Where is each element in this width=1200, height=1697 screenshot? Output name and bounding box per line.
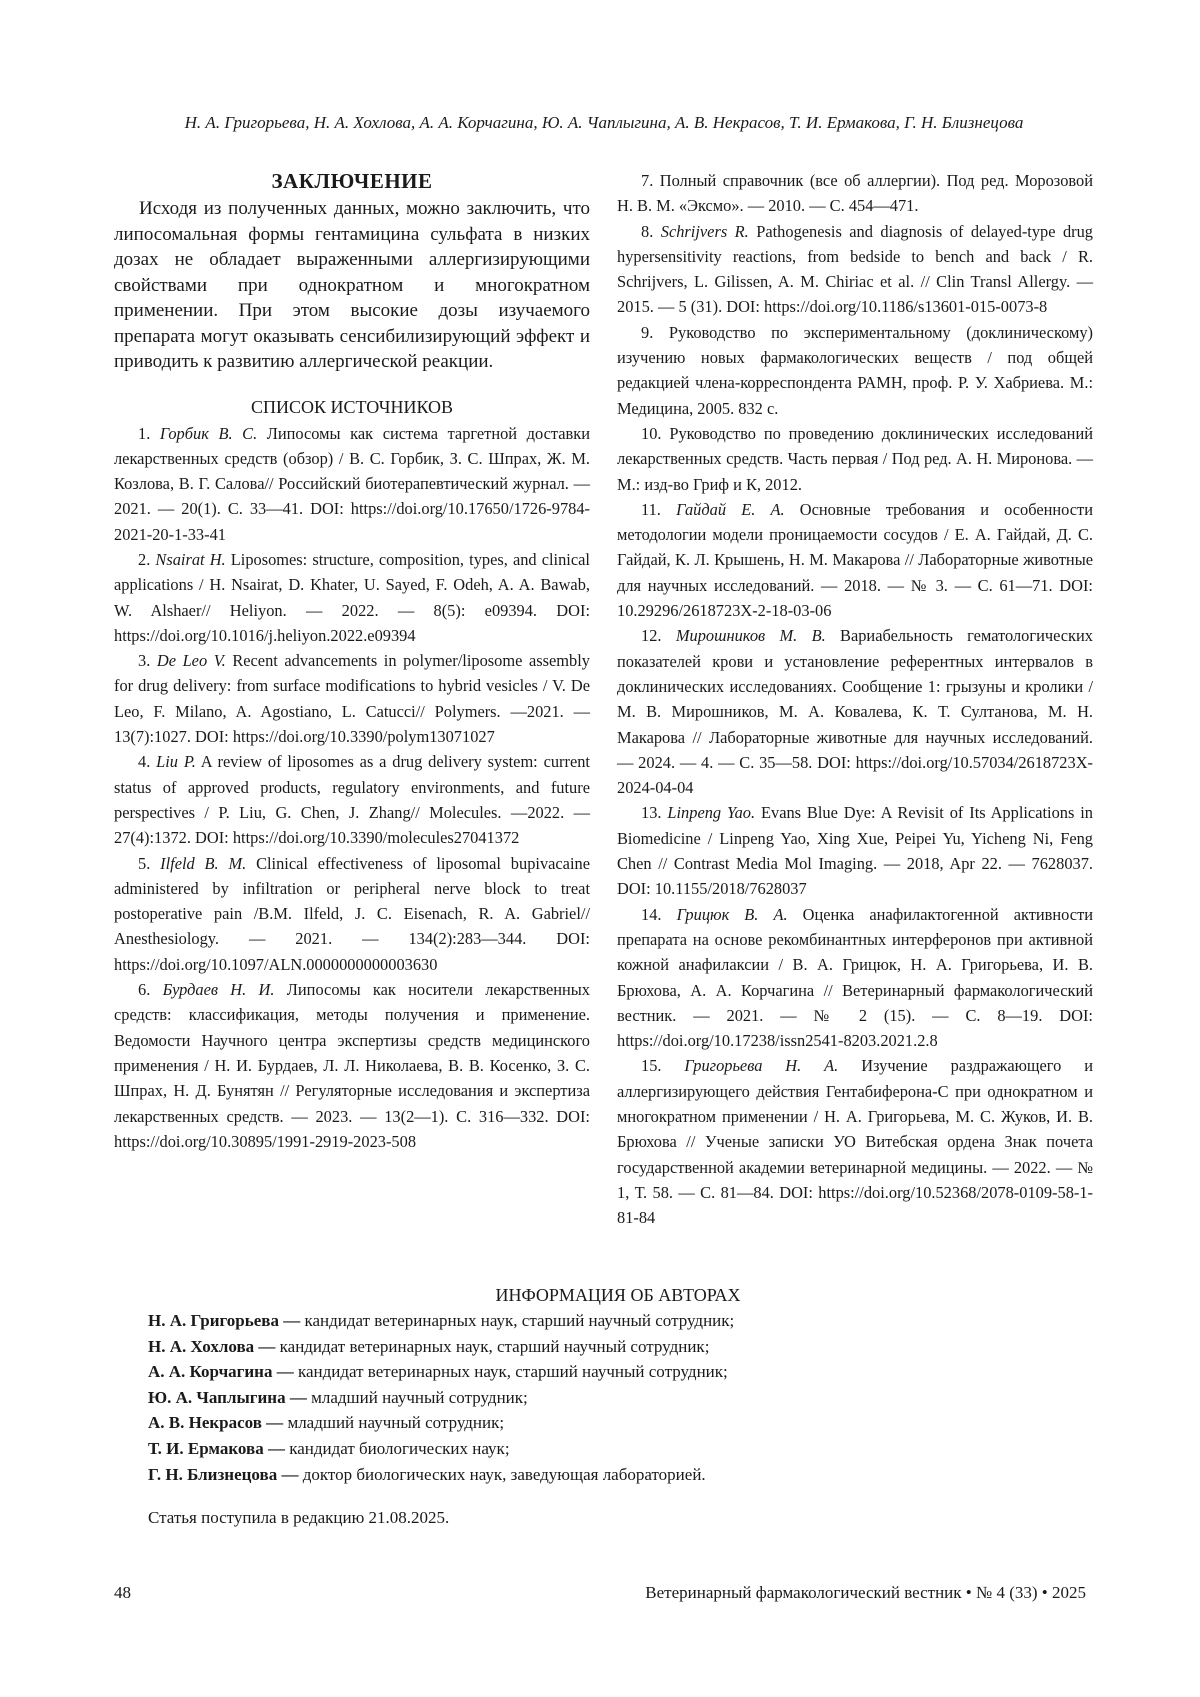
reference-text: Липосомы как система таргетной доставки лекарственных средств (обзор) / В. С. Горбик, З. С. Шпрах, Ж. М. Козлова, В. Г. Салова// Российский биотерапевтический журнал. — 2021. — 20(1). С. 33—41. DOI: https://doi.org/10.17650/1726-9784-2021-20-1-33-41: [114, 423, 590, 544]
reference-text: A review of liposomes as a drug delivery system: current status of approved products, regulatory environments, and future perspectives / P. Liu, G. Chen, J. Zhang// Molecules. —2022. — 27(4):1372. DOI: https://doi.org/10.3390/molecules27041372: [114, 752, 590, 848]
reference-item: [114, 421, 590, 547]
received-date: Статья поступила в редакцию 21.08.2025.: [148, 1508, 450, 1527]
author-name: А. А. Корчагина —: [148, 1362, 294, 1382]
reference-number: 6.: [138, 980, 151, 1000]
reference-item: [617, 168, 1093, 219]
page-number: 48: [114, 1583, 131, 1602]
reference-number: 15.: [641, 1056, 662, 1076]
references-list-right: [617, 168, 1093, 1230]
reference-item: [114, 977, 590, 1154]
author-name: Т. И. Ермакова —: [148, 1438, 285, 1458]
reference-number: 5.: [138, 853, 151, 873]
reference-author: Nsairat H.: [155, 549, 226, 569]
reference-text: Липосомы как носители лекарственных средств: классификация, методы получения и применение. Ведомости Научного центра экспертизы средств медицинского применения / Н. И. Бурдаев, Л. Л. Николаева, В. В. Косенко, З. С. Шпрах, Н. Д. Бунятян // Регуляторные исследования и экспертиза лекарственных средств. — 2023. — 13(2—1). С. 316—332. DOI: https://doi.org/10.30895/1991-2919-2023-508: [114, 980, 590, 1151]
reference-author: Горбик В. С.: [159, 423, 258, 443]
reference-item: [114, 749, 590, 850]
reference-number: 10.: [641, 423, 662, 443]
reference-author: Бурдаев Н. И.: [162, 980, 275, 1000]
reference-author: De Leo V.: [156, 651, 226, 671]
reference-number: 14.: [641, 904, 662, 924]
reference-item: [617, 902, 1093, 1054]
author-name: Г. Н. Близнецова —: [148, 1464, 299, 1484]
author-name: Ю. А. Чаплыгина —: [148, 1387, 307, 1407]
reference-author: Liu P.: [156, 752, 196, 772]
reference-item: [114, 648, 590, 749]
reference-text: Вариабельность гематологических показателей крови и установление референтных интервалов в доклинических исследованиях. Сообщение 1: грызуны и кролики / М. В. Мирошников, М. А. Ковалева, К. Т. Султанова, М. Н. Макарова // Лабораторные животные для научных исследований. — 2024. — 4. — С. 35—58. DOI: https://doi.org/10.57034/2618723X-2024-04-04: [617, 626, 1093, 798]
conclusion-text: Исходя из полученных данных, можно заключить, что липосомальная формы гентамицина сульфата в низких дозах не обладает выраженными аллергизирующими свойствами при однократном и многократном применении. При этом высокие дозы изучаемого препарата могут оказывать сенсибилизирующий эффект и приводить к развитию аллергической реакции.: [114, 198, 590, 372]
reference-number: 1.: [138, 423, 151, 443]
author-description: кандидат ветеринарных наук, старший научный сотрудник;: [279, 1336, 710, 1356]
author-description: кандидат ветеринарных наук, старший научный сотрудник;: [297, 1362, 728, 1382]
reference-item: [617, 320, 1093, 421]
reference-number: 7.: [641, 171, 654, 190]
reference-number: 4.: [138, 752, 151, 772]
reference-item: [617, 219, 1093, 320]
reference-text: Evans Blue Dye: A Revisit of Its Applications in Biomedicine / Linpeng Yao, Xing Xue, Peipei Yu, Yicheng Ni, Feng Chen // Contrast Media Mol Imaging. — 2018, Apr 22. — 7628037. DOI: 10.1155/2018/7628037: [617, 803, 1093, 899]
reference-author: Грицюк В. А.: [676, 904, 788, 924]
reference-number: 2.: [138, 549, 151, 569]
author-info-line: [148, 1359, 1088, 1385]
author-description: кандидат ветеринарных наук, старший научный сотрудник;: [304, 1311, 735, 1330]
reference-item: [617, 421, 1093, 497]
reference-text: Pathogenesis and diagnosis of delayed-type drug hypersensitivity reactions, from bedside to bench and back / R. Schrijvers, L. Gilissen, A. M. Chiriac et al. // Clin Transl Allergy. — 2015. — 5 (31). DOI: https://doi.org/10.1186/s13601-015-0073-8: [617, 221, 1093, 317]
author-info-line: [148, 1436, 1088, 1462]
journal-footer: Ветеринарный фармакологический вестник • № 4 (33) • 2025: [645, 1583, 1086, 1602]
reference-author: Schrijvers R.: [660, 221, 749, 241]
running-header-authors: Н. А. Григорьева, Н. А. Хохлова, А. А. Корчагина, Ю. А. Чаплыгина, А. В. Некрасов, Т. И. Ермакова, Г. Н. Близнецова: [184, 113, 1024, 132]
left-column: [114, 168, 590, 1154]
author-info-line: [148, 1462, 1088, 1488]
authors-info-heading: ИНФОРМАЦИЯ ОБ АВТОРАХ: [495, 1285, 741, 1305]
reference-text: Изучение раздражающего и аллергизирующего действия Гентабиферона-С при однократном и многократном применении / Н. А. Григорьева, М. С. Жуков, И. В. Брюхова // Ученые записки УО Витебская ордена Знак почета государственной академии ветеринарной медицины. — 2022. — № 1, Т. 58. — С. 81—84. DOI: https://doi.org/10.52368/2078-0109-58-1-81-84: [617, 1056, 1093, 1228]
author-description: кандидат биологических наук;: [289, 1438, 510, 1458]
reference-number: 9.: [641, 322, 654, 342]
reference-text: Оценка анафилактогенной активности препарата на основе рекомбинантных интерферонов при активной кожной анафилаксии / В. А. Грицюк, Н. А. Григорьева, И. В. Брюхова, А. А. Корчагина // Ветеринарный фармакологический вестник. — 2021. — № 2 (15). — С. 8—19. DOI: https://doi.org/10.17238/issn2541-8203.2021.2.8: [617, 904, 1093, 1051]
author-name: Н. А. Григорьева —: [148, 1311, 301, 1330]
reference-number: 12.: [641, 626, 662, 646]
reference-text: Recent advancements in polymer/liposome assembly for drug delivery: from surface modifications to hybrid vesicles / V. De Leo, F. Milano, A. Agostiano, L. Catucci// Polymers. —2021. — 13(7):1027. DOI: https://doi.org/10.3390/polym13071027: [114, 651, 590, 747]
author-description: младший научный сотрудник;: [311, 1387, 528, 1407]
reference-author: Мирошников М. В.: [675, 626, 826, 646]
references-list-left: [114, 421, 590, 1155]
reference-text: Руководство по экспериментальному (доклиническому) изучению новых фармакологических веществ / под общей редакцией члена-корреспондента РАМН, проф. Р. У. Хабриева. М.: Медицина, 2005. 832 с.: [617, 322, 1093, 418]
author-info-line: [148, 1334, 1088, 1360]
reference-item: [114, 851, 590, 977]
reference-number: 11.: [641, 499, 661, 519]
right-column: [617, 168, 1093, 1230]
reference-item: [114, 547, 590, 648]
reference-text: Liposomes: structure, composition, types, and clinical applications / H. Nsairat, D. Khater, U. Sayed, F. Odeh, A. A. Bawab, W. Alshaer// Heliyon. — 2022. — 8(5): e09394. DOI: https://doi.org/10.1016/j.heliyon.2022.e09394: [114, 549, 590, 645]
author-name: Н. А. Хохлова —: [148, 1336, 276, 1356]
reference-author: Григорьева Н. А.: [684, 1056, 839, 1076]
author-info-line: [148, 1308, 1088, 1334]
reference-text: Руководство по проведению доклинических исследований лекарственных средств. Часть первая / Под ред. А. Н. Миронова. — М.: изд-во Гриф и К, 2012.: [617, 423, 1093, 494]
authors-info-section: [148, 1283, 1088, 1487]
reference-author: Ilfeld B. M.: [160, 853, 247, 873]
reference-item: [617, 1053, 1093, 1230]
author-description: доктор биологических наук, заведующая лабораторией.: [302, 1464, 706, 1484]
reference-text: Основные требования и особенности методологии модели проницаемости сосудов / Е. А. Гайдай, Д. С. Гайдай, К. Л. Крышень, Н. М. Макарова // Лабораторные животные для научных исследований. — 2018. — № 3. — С. 61—71. DOI: 10.29296/2618723X-2-18-03-06: [617, 499, 1093, 621]
references-heading: СПИСОК ИСТОЧНИКОВ: [250, 396, 454, 417]
author-info-line: [148, 1410, 1088, 1436]
reference-number: 8.: [641, 221, 654, 241]
reference-item: [617, 497, 1093, 623]
authors-list: [148, 1308, 1088, 1487]
reference-author: Гайдай Е. А.: [676, 499, 785, 519]
conclusion-heading: ЗАКЛЮЧЕНИЕ: [271, 169, 433, 193]
reference-author: Linpeng Yao.: [667, 803, 756, 823]
author-name: А. В. Некрасов —: [148, 1413, 284, 1433]
author-info-line: [148, 1385, 1088, 1411]
reference-number: 3.: [138, 651, 151, 671]
author-description: младший научный сотрудник;: [287, 1413, 505, 1433]
reference-number: 13.: [641, 803, 662, 823]
reference-item: [617, 623, 1093, 800]
reference-item: [617, 800, 1093, 901]
reference-text: Clinical effectiveness of liposomal bupivacaine administered by infiltration or peripheral nerve block to treat postoperative pain /B.M. Ilfeld, J. C. Eisenach, R. A. Gabriel// Anesthesiology. — 2021. — 134(2):283—344. DOI: https://doi.org/10.1097/ALN.0000000000003630: [114, 853, 590, 974]
reference-text: Полный справочник (все об аллергии). Под ред. Морозовой Н. В. М. «Эксмо». — 2010. — С. 454—471.: [617, 171, 1093, 216]
